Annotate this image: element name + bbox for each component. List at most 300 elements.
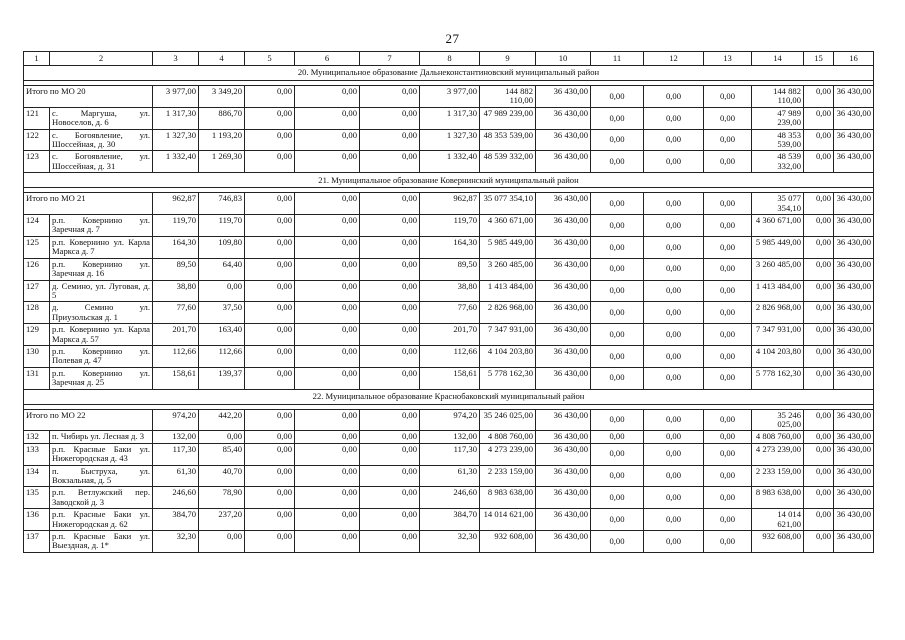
table-cell: 36 430,00 (536, 129, 591, 151)
table-cell: 0,00 (591, 367, 644, 389)
table-cell: 1 317,30 (420, 107, 480, 129)
table-cell: 0,00 (360, 431, 420, 443)
table-cell: 0,00 (644, 236, 704, 258)
table-cell: 89,50 (153, 258, 199, 280)
table-cell: 1 193,20 (199, 129, 245, 151)
table-cell: 0,00 (360, 107, 420, 129)
table-cell: 3 349,20 (199, 86, 245, 108)
table-cell: 36 430,00 (536, 509, 591, 531)
row-number: 131 (24, 367, 50, 389)
table-cell: 48 353 539,00 (752, 129, 804, 151)
table-cell: 0,00 (295, 236, 360, 258)
table-cell: 8 983 638,00 (480, 487, 536, 509)
table-cell: 0,00 (704, 531, 752, 553)
table-cell: 0,00 (245, 215, 295, 237)
table-cell: 0,00 (704, 465, 752, 487)
table-cell: 886,70 (199, 107, 245, 129)
table-cell: 5 (245, 52, 295, 66)
table-cell: 0,00 (360, 258, 420, 280)
table-cell: 0,00 (704, 409, 752, 431)
table-cell: 0,00 (295, 509, 360, 531)
table-cell: 9 (480, 52, 536, 66)
table-cell: 0,00 (644, 431, 704, 443)
table-cell: 36 430,00 (536, 367, 591, 389)
table-cell: 36 430,00 (834, 367, 874, 389)
table-cell: 109,80 (199, 236, 245, 258)
address-cell: п. Быструха, ул. Вокзальная, д. 5 (50, 465, 153, 487)
table-cell: 85,40 (199, 443, 245, 465)
table-cell: 0,00 (360, 129, 420, 151)
total-row (24, 86, 874, 108)
table-cell: 0,00 (704, 151, 752, 173)
table-cell: 0,00 (704, 324, 752, 346)
table-cell: 0,00 (199, 280, 245, 302)
table-cell: 4 808 760,00 (480, 431, 536, 443)
table-cell: 0,00 (704, 431, 752, 443)
table-cell: 7 347 931,00 (752, 324, 804, 346)
table-cell: 246,60 (153, 487, 199, 509)
table-cell: 974,20 (420, 409, 480, 431)
table-cell: 77,60 (153, 302, 199, 324)
table-cell: 1 413 484,00 (480, 280, 536, 302)
table-cell: 61,30 (153, 465, 199, 487)
table-cell: 0,00 (804, 280, 834, 302)
table-cell: 0,00 (245, 465, 295, 487)
table-cell: 4 273 239,00 (752, 443, 804, 465)
table-cell: 0,00 (360, 193, 420, 215)
table-cell: 0,00 (644, 531, 704, 553)
row-number: 134 (24, 465, 50, 487)
table-cell: 144 882 110,00 (752, 86, 804, 108)
table-row (24, 367, 874, 389)
table-cell: 962,87 (420, 193, 480, 215)
row-number: 127 (24, 280, 50, 302)
address-cell: р.п. Ковернино ул. Заречная д. 16 (50, 258, 153, 280)
table-cell: 48 539 332,00 (752, 151, 804, 173)
table-row (24, 107, 874, 129)
table-cell: 36 430,00 (834, 531, 874, 553)
table-cell: 0,00 (591, 258, 644, 280)
section-title: 20. Муниципальное образование Дальнеконстантиновский муниципальный район (24, 66, 874, 81)
table-cell: 2 826 968,00 (480, 302, 536, 324)
row-number: 130 (24, 345, 50, 367)
table-cell: 0,00 (804, 443, 834, 465)
table-cell: 7 347 931,00 (480, 324, 536, 346)
table-cell: 0,00 (245, 367, 295, 389)
row-number: 124 (24, 215, 50, 237)
table-cell: 5 985 449,00 (480, 236, 536, 258)
table-cell: 0,00 (245, 193, 295, 215)
table-cell: 0,00 (360, 324, 420, 346)
column-number-row (24, 52, 874, 66)
table-cell: 89,50 (420, 258, 480, 280)
table-cell: 0,00 (804, 531, 834, 553)
table-cell: 0,00 (644, 302, 704, 324)
table-cell: 0,00 (360, 302, 420, 324)
table-row (24, 487, 874, 509)
table-cell: 0,00 (295, 345, 360, 367)
table-cell: 0,00 (591, 531, 644, 553)
table-cell: 158,61 (420, 367, 480, 389)
table-cell: 0,00 (704, 487, 752, 509)
table-cell: 8 983 638,00 (752, 487, 804, 509)
table-row (24, 151, 874, 173)
table-cell: 36 430,00 (536, 86, 591, 108)
table-cell: 0,00 (245, 324, 295, 346)
table-cell: 2 233 159,00 (480, 465, 536, 487)
table-cell: 0,00 (295, 215, 360, 237)
address-cell: р.п. Ковернино ул. Заречная д. 7 (50, 215, 153, 237)
table-cell: 0,00 (644, 509, 704, 531)
table-cell: 112,66 (420, 345, 480, 367)
address-cell: п. Чибирь ул. Лесная д. 3 (50, 431, 153, 443)
row-number: 132 (24, 431, 50, 443)
table-cell: 36 430,00 (536, 215, 591, 237)
table-cell: 1 (24, 52, 50, 66)
table-cell: 36 430,00 (536, 151, 591, 173)
row-number: 121 (24, 107, 50, 129)
table-cell: 36 430,00 (834, 107, 874, 129)
row-number: 128 (24, 302, 50, 324)
table-cell: 16 (834, 52, 874, 66)
table-cell: 0,00 (644, 367, 704, 389)
row-number: 133 (24, 443, 50, 465)
table-cell: 11 (591, 52, 644, 66)
table-cell: 246,60 (420, 487, 480, 509)
table-cell: 35 077 354,10 (480, 193, 536, 215)
table-cell: 0,00 (591, 151, 644, 173)
row-number: 135 (24, 487, 50, 509)
table-cell: 0,00 (591, 302, 644, 324)
address-cell: р.п. Ковернино ул. Заречная д. 25 (50, 367, 153, 389)
table-row (24, 280, 874, 302)
housing-fund-table (23, 51, 874, 553)
table-cell: 36 430,00 (834, 345, 874, 367)
table-cell: 47 989 239,00 (480, 107, 536, 129)
table-cell: 36 430,00 (536, 531, 591, 553)
table-cell: 0,00 (360, 280, 420, 302)
table-cell: 0,00 (295, 324, 360, 346)
table-cell: 112,66 (153, 345, 199, 367)
table-cell: 932 608,00 (752, 531, 804, 553)
table-cell: 1 327,30 (420, 129, 480, 151)
table-cell: 0,00 (804, 367, 834, 389)
table-cell: 0,00 (591, 345, 644, 367)
table-cell: 3 (153, 52, 199, 66)
table-cell: 0,00 (360, 465, 420, 487)
table-cell: 36 430,00 (834, 465, 874, 487)
table-cell: 35 246 025,00 (752, 409, 804, 431)
table-cell: 164,30 (153, 236, 199, 258)
table-cell: 13 (704, 52, 752, 66)
table-cell: 36 430,00 (834, 258, 874, 280)
table-cell: 0,00 (591, 215, 644, 237)
table-cell: 0,00 (804, 129, 834, 151)
table-cell: 0,00 (245, 280, 295, 302)
table-cell: 0,00 (644, 324, 704, 346)
table-cell: 0,00 (704, 107, 752, 129)
table-cell: 38,80 (420, 280, 480, 302)
table-cell: 2 233 159,00 (752, 465, 804, 487)
table-cell: 0,00 (804, 215, 834, 237)
table-cell: 974,20 (153, 409, 199, 431)
table-row (24, 215, 874, 237)
table-cell: 0,00 (644, 107, 704, 129)
table-cell: 0,00 (591, 487, 644, 509)
table-cell: 36 430,00 (834, 409, 874, 431)
table-cell: 4 360 671,00 (480, 215, 536, 237)
table-cell: 0,00 (360, 531, 420, 553)
table-cell: 0,00 (360, 215, 420, 237)
table-cell: 5 778 162,30 (480, 367, 536, 389)
table-cell: 47 989 239,00 (752, 107, 804, 129)
table-cell: 0,00 (360, 86, 420, 108)
table-cell: 117,30 (153, 443, 199, 465)
table-cell: 32,30 (153, 531, 199, 553)
table-cell: 746,83 (199, 193, 245, 215)
section-header-row (24, 389, 874, 404)
table-cell: 0,00 (295, 193, 360, 215)
table-cell: 0,00 (591, 193, 644, 215)
table-row (24, 258, 874, 280)
table-cell: 35 077 354,10 (752, 193, 804, 215)
table-cell: 0,00 (245, 129, 295, 151)
table-cell: 144 882 110,00 (480, 86, 536, 108)
section-title: 22. Муниципальное образование Краснобаковский муниципальный район (24, 389, 874, 404)
table-cell: 36 430,00 (834, 443, 874, 465)
table-cell: 0,00 (295, 258, 360, 280)
table-cell: 0,00 (245, 431, 295, 443)
table-cell: 0,00 (591, 465, 644, 487)
table-cell: 0,00 (704, 258, 752, 280)
address-cell: с. Богоявление, ул. Шоссейная, д. 31 (50, 151, 153, 173)
table-cell: 0,00 (704, 367, 752, 389)
table-cell: 36 430,00 (834, 324, 874, 346)
table-cell: 0,00 (245, 258, 295, 280)
table-cell: 38,80 (153, 280, 199, 302)
table-cell: 3 977,00 (153, 86, 199, 108)
row-number: 136 (24, 509, 50, 531)
table-cell: 384,70 (153, 509, 199, 531)
table-cell: 36 430,00 (834, 487, 874, 509)
total-label: Итого по МО 22 (24, 409, 153, 431)
table-cell: 0,00 (245, 409, 295, 431)
table-cell: 0,00 (704, 345, 752, 367)
row-number: 123 (24, 151, 50, 173)
table-cell: 0,00 (245, 531, 295, 553)
table-cell: 0,00 (295, 302, 360, 324)
table-cell: 61,30 (420, 465, 480, 487)
table-cell: 2 (50, 52, 153, 66)
table-cell: 36 430,00 (536, 465, 591, 487)
table-cell: 132,00 (153, 431, 199, 443)
table-cell: 0,00 (295, 465, 360, 487)
table-cell: 0,00 (360, 487, 420, 509)
table-cell: 0,00 (804, 465, 834, 487)
table-cell: 0,00 (295, 531, 360, 553)
table-cell: 0,00 (644, 345, 704, 367)
row-number: 125 (24, 236, 50, 258)
table-cell: 0,00 (704, 302, 752, 324)
address-cell: р.п. Красные Баки ул. Нижегородская д. 43 (50, 443, 153, 465)
table-cell: 40,70 (199, 465, 245, 487)
table-cell: 1 413 484,00 (752, 280, 804, 302)
table-cell: 0,00 (245, 107, 295, 129)
table-cell: 0,00 (360, 151, 420, 173)
table-cell: 0,00 (804, 345, 834, 367)
table-cell: 14 014 621,00 (752, 509, 804, 531)
table-cell: 0,00 (245, 443, 295, 465)
table-cell: 0,00 (804, 324, 834, 346)
table-cell: 4 104 203,80 (480, 345, 536, 367)
table-cell: 36 430,00 (536, 302, 591, 324)
table-cell: 0,00 (199, 531, 245, 553)
table-cell: 0,00 (804, 86, 834, 108)
table-cell: 384,70 (420, 509, 480, 531)
table-row (24, 236, 874, 258)
section-header-row (24, 66, 874, 81)
table-cell: 0,00 (804, 509, 834, 531)
table-cell: 442,20 (199, 409, 245, 431)
table-cell: 5 985 449,00 (752, 236, 804, 258)
table-cell: 1 327,30 (153, 129, 199, 151)
table-cell: 0,00 (804, 193, 834, 215)
table-cell: 0,00 (644, 86, 704, 108)
table-cell: 36 430,00 (834, 302, 874, 324)
table-cell: 36 430,00 (536, 487, 591, 509)
table-cell: 119,70 (199, 215, 245, 237)
table-cell: 36 430,00 (536, 345, 591, 367)
table-cell: 0,00 (295, 443, 360, 465)
table-cell: 4 (199, 52, 245, 66)
table-cell: 36 430,00 (536, 193, 591, 215)
table-cell: 132,00 (420, 431, 480, 443)
table-cell: 1 269,30 (199, 151, 245, 173)
table-cell: 0,00 (804, 487, 834, 509)
table-cell: 0,00 (804, 409, 834, 431)
table-cell: 0,00 (295, 129, 360, 151)
table-cell: 0,00 (804, 302, 834, 324)
table-cell: 0,00 (704, 236, 752, 258)
table-cell: 0,00 (245, 236, 295, 258)
table-cell: 0,00 (704, 86, 752, 108)
table-cell: 0,00 (591, 324, 644, 346)
table-cell: 0,00 (644, 443, 704, 465)
table-cell: 0,00 (295, 280, 360, 302)
table-cell: 0,00 (704, 129, 752, 151)
table-cell: 4 808 760,00 (752, 431, 804, 443)
table-cell: 158,61 (153, 367, 199, 389)
table-cell: 0,00 (704, 193, 752, 215)
table-cell: 5 778 162,30 (752, 367, 804, 389)
table-cell: 237,20 (199, 509, 245, 531)
address-cell: р.п. Красные Баки ул. Нижегородская д. 62 (50, 509, 153, 531)
address-cell: д. Семино ул. Приузольская д. 1 (50, 302, 153, 324)
table-row (24, 129, 874, 151)
address-cell: р.п. Ветлужский пер. Заводской д. 3 (50, 487, 153, 509)
table-cell: 0,00 (644, 215, 704, 237)
table-cell: 1 332,40 (420, 151, 480, 173)
table-cell: 0,00 (295, 86, 360, 108)
table-cell: 163,40 (199, 324, 245, 346)
address-cell: р.п. Ковернино ул. Полевая д. 47 (50, 345, 153, 367)
table-cell: 0,00 (591, 129, 644, 151)
table-cell: 117,30 (420, 443, 480, 465)
table-row (24, 302, 874, 324)
table-cell: 0,00 (245, 345, 295, 367)
table-cell: 36 430,00 (536, 258, 591, 280)
table-cell: 78,90 (199, 487, 245, 509)
table-cell: 0,00 (591, 280, 644, 302)
table-cell: 14 (752, 52, 804, 66)
table-cell: 0,00 (644, 151, 704, 173)
table-cell: 0,00 (295, 107, 360, 129)
table-cell: 36 430,00 (834, 509, 874, 531)
section-title: 21. Муниципальное образование Ковернинский муниципальный район (24, 173, 874, 188)
table-cell: 201,70 (153, 324, 199, 346)
table-row (24, 465, 874, 487)
table-cell: 962,87 (153, 193, 199, 215)
table-cell: 0,00 (591, 509, 644, 531)
table-cell: 4 273 239,00 (480, 443, 536, 465)
table-cell: 36 430,00 (536, 107, 591, 129)
table-cell: 0,00 (804, 431, 834, 443)
table-cell: 0,00 (644, 129, 704, 151)
table-cell: 0,00 (644, 465, 704, 487)
table-cell: 119,70 (420, 215, 480, 237)
table-cell: 164,30 (420, 236, 480, 258)
table-cell: 932 608,00 (480, 531, 536, 553)
address-cell: с. Богоявление, ул. Шоссейная, д. 30 (50, 129, 153, 151)
address-cell: с. Маргуша, ул. Новоселов, д. 6 (50, 107, 153, 129)
table-cell: 0,00 (644, 280, 704, 302)
table-cell: 0,00 (245, 86, 295, 108)
table-cell: 7 (360, 52, 420, 66)
table-cell: 10 (536, 52, 591, 66)
table-cell: 12 (644, 52, 704, 66)
table-cell: 119,70 (153, 215, 199, 237)
table-cell: 112,66 (199, 345, 245, 367)
table-cell: 4 360 671,00 (752, 215, 804, 237)
table-cell: 36 430,00 (536, 324, 591, 346)
table-cell: 14 014 621,00 (480, 509, 536, 531)
table-cell: 0,00 (591, 443, 644, 465)
total-label: Итого по МО 21 (24, 193, 153, 215)
table-cell: 64,40 (199, 258, 245, 280)
address-cell: р.п. Ковернино ул. Карла Маркса д. 57 (50, 324, 153, 346)
table-cell: 0,00 (704, 443, 752, 465)
table-cell: 0,00 (804, 236, 834, 258)
table-cell: 36 430,00 (834, 151, 874, 173)
table-cell: 0,00 (245, 302, 295, 324)
table-cell: 0,00 (644, 409, 704, 431)
table-cell: 0,00 (295, 151, 360, 173)
table-cell: 77,60 (420, 302, 480, 324)
address-cell: р.п. Ковернино ул. Карла Маркса д. 7 (50, 236, 153, 258)
table-cell: 0,00 (245, 487, 295, 509)
total-row (24, 409, 874, 431)
table-cell: 36 430,00 (536, 236, 591, 258)
table-cell: 0,00 (591, 107, 644, 129)
address-cell: р.п. Красные Баки ул. Выездная, д. 1* (50, 531, 153, 553)
table-row (24, 443, 874, 465)
table-cell: 0,00 (591, 86, 644, 108)
table-cell: 1 317,30 (153, 107, 199, 129)
table-cell: 0,00 (295, 431, 360, 443)
table-row (24, 345, 874, 367)
table-cell: 0,00 (360, 509, 420, 531)
table-cell: 8 (420, 52, 480, 66)
